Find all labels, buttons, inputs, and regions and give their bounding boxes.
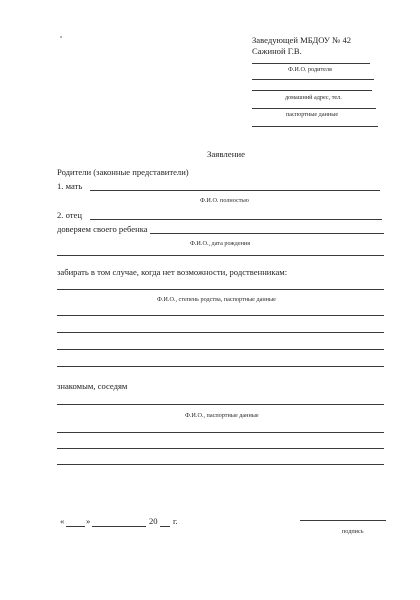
- mother-label: 1. мать: [57, 181, 83, 191]
- acquaintances-line-3[interactable]: [57, 448, 384, 449]
- date-day-line[interactable]: [66, 526, 85, 527]
- relatives-caption: Ф.И.О., степень родства, паспортные данные: [157, 296, 276, 303]
- scan-speck: [60, 36, 62, 38]
- child-caption: Ф.И.О., дата рождения: [190, 240, 251, 247]
- date-year-line[interactable]: [160, 526, 170, 527]
- date-year-prefix: 20: [149, 516, 158, 526]
- addressee-line-2: Сажиной Г.В.: [252, 46, 302, 56]
- addressee-line-1: Заведующей МБДОУ № 42: [252, 35, 352, 45]
- relatives-line-5[interactable]: [57, 366, 384, 367]
- child-name-line-2[interactable]: [57, 255, 384, 256]
- date-open-quote: «: [60, 516, 65, 526]
- signature-caption: подпись: [342, 528, 364, 535]
- parent-name-line-2[interactable]: [252, 79, 374, 80]
- mother-name-line[interactable]: [90, 190, 380, 191]
- acquaintances-line-4[interactable]: [57, 464, 384, 465]
- relatives-line-2[interactable]: [57, 315, 384, 316]
- relatives-line-1[interactable]: [57, 289, 384, 290]
- child-name-line[interactable]: [150, 233, 384, 234]
- pickup-text: забирать в том случае, когда нет возможности, родственникам:: [57, 267, 288, 277]
- relatives-line-4[interactable]: [57, 349, 384, 350]
- relatives-line-3[interactable]: [57, 332, 384, 333]
- signature-line[interactable]: [300, 520, 386, 521]
- address-line[interactable]: [252, 90, 372, 91]
- date-month-line[interactable]: [92, 526, 146, 527]
- date-year-suffix: г.: [173, 516, 178, 526]
- father-label: 2. отец: [57, 210, 82, 220]
- father-name-line[interactable]: [90, 219, 382, 220]
- parent-name-caption: Ф.И.О. родителя: [288, 66, 332, 73]
- parents-heading: Родители (законные представители): [57, 167, 189, 177]
- acquaintances-caption: Ф.И.О., паспортные данные: [185, 412, 259, 419]
- date-close-quote: »: [86, 516, 91, 526]
- acquaintances-label: знакомым, соседям: [57, 381, 128, 391]
- acquaintances-line-1[interactable]: [57, 404, 384, 405]
- entrust-label: доверяем своего ребенка: [57, 224, 148, 234]
- document-title: Заявление: [207, 149, 246, 159]
- passport-caption: паспортные данные: [286, 111, 339, 118]
- address-caption: домашний адрес, тел.: [285, 94, 342, 101]
- mother-caption: Ф.И.О. полностью: [200, 197, 249, 204]
- address-line-2[interactable]: [252, 108, 376, 109]
- parent-name-line[interactable]: [252, 63, 370, 64]
- acquaintances-line-2[interactable]: [57, 432, 384, 433]
- passport-line[interactable]: [252, 126, 378, 127]
